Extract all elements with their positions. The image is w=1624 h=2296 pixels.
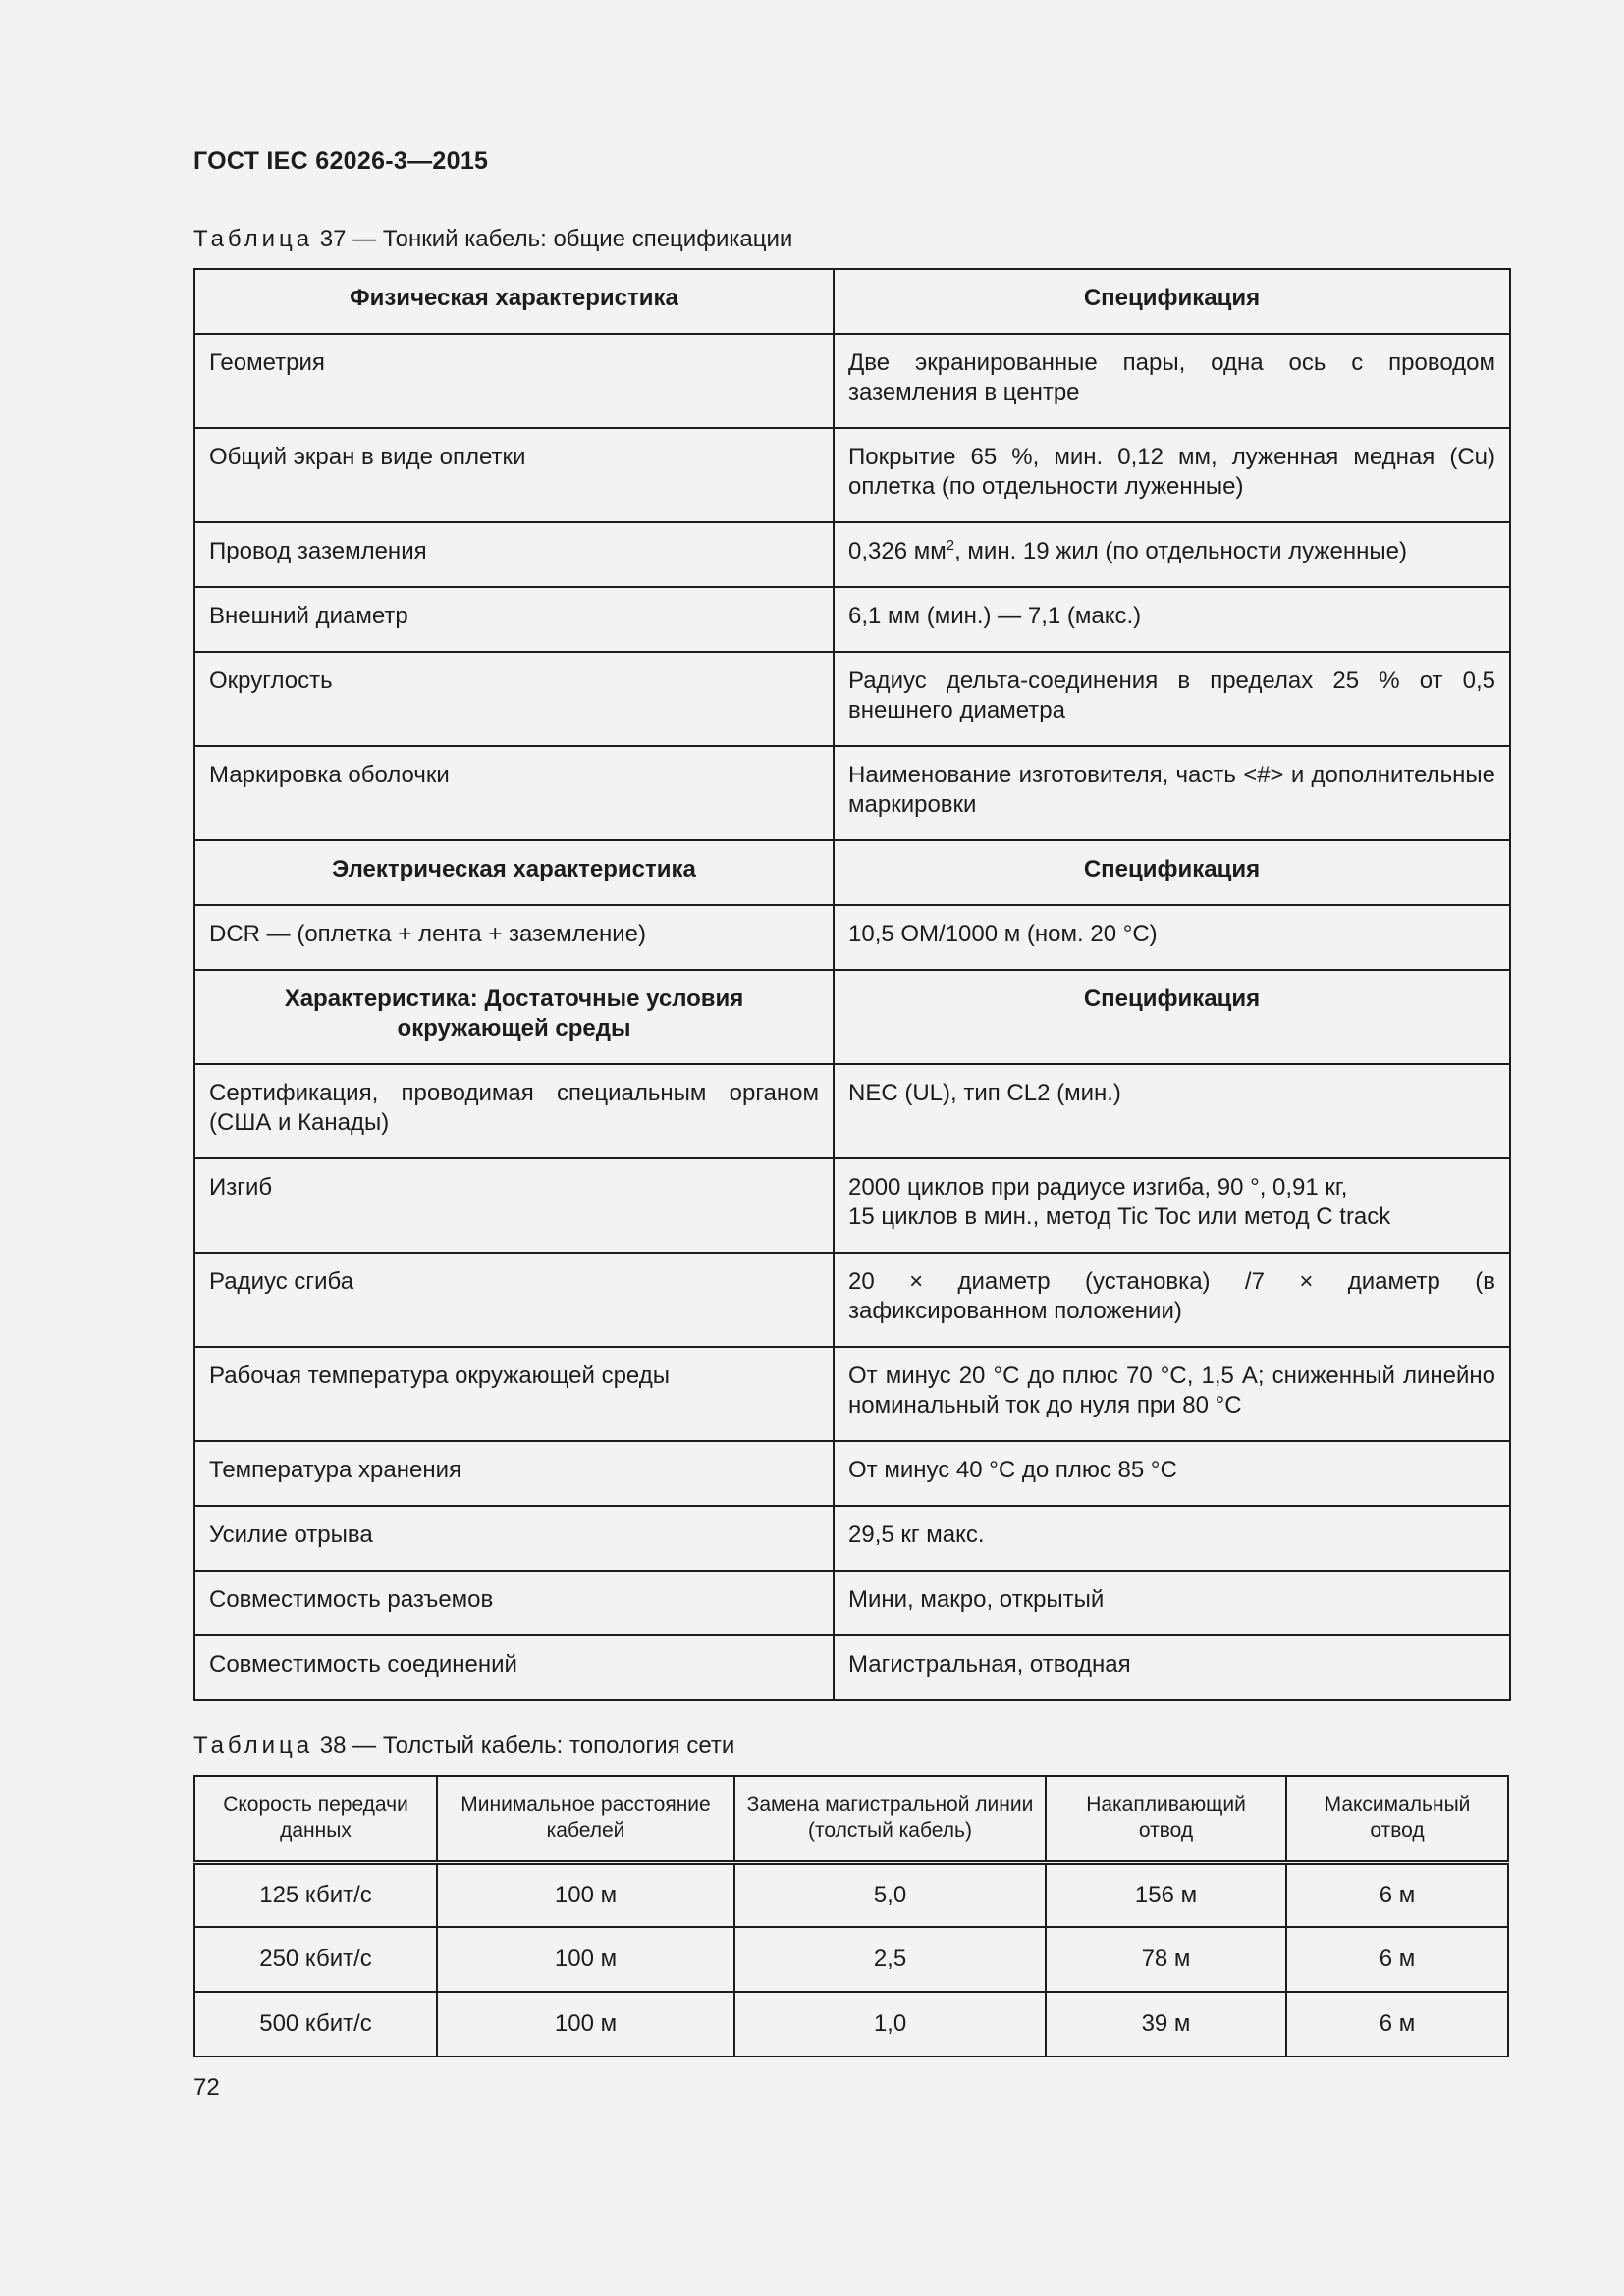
- table-row: [194, 1506, 1510, 1571]
- specification-cell: Две экранированные пары, одна ось с проводом заземления в центре: [834, 334, 1510, 428]
- table-row: [194, 428, 1510, 522]
- section-header-electrical-characteristic: Электрическая характеристика: [194, 840, 834, 905]
- specification-cell: От минус 20 °С до плюс 70 °С, 1,5 А; сниженный линейно номинальный ток до нуля при 80 °С: [834, 1347, 1510, 1441]
- specification-cell: Мини, макро, открытый: [834, 1571, 1510, 1635]
- min-distance-cell: 100 м: [437, 1862, 734, 1927]
- table-row: [194, 522, 1510, 587]
- cumulative-drop-cell: 156 м: [1046, 1862, 1286, 1927]
- table-38-caption-number: 38: [319, 1733, 347, 1759]
- column-header-specification: Спецификация: [834, 269, 1510, 334]
- specification-cell: 6,1 мм (мин.) — 7,1 (макс.): [834, 587, 1510, 652]
- characteristic-cell: Усилие отрыва: [194, 1506, 834, 1571]
- characteristic-cell: Общий экран в виде оплетки: [194, 428, 834, 522]
- characteristic-cell: Маркировка оболочки: [194, 746, 834, 840]
- page-number: 72: [193, 2074, 220, 2101]
- trunk-replacement-cell: 2,5: [734, 1927, 1046, 1992]
- section-header-environment-characteristic: Характеристика: Достаточные условия окружающей среды: [194, 970, 834, 1064]
- specification-cell: [834, 1158, 1510, 1253]
- section-header-specification: Спецификация: [834, 840, 1510, 905]
- table-37-caption-number: 37: [319, 226, 347, 252]
- specification-cell: Радиус дельта-соединения в пределах 25 % от 0,5 внешнего диаметра: [834, 652, 1510, 746]
- table-37-thin-cable-specifications: [193, 268, 1511, 1701]
- spec-superscript: 2: [946, 537, 955, 554]
- table-row: [194, 587, 1510, 652]
- table-38-header-row: [194, 1776, 1508, 1862]
- specification-cell: NEC (UL), тип CL2 (мин.): [834, 1064, 1510, 1158]
- table-37-electrical-header-row: [194, 840, 1510, 905]
- characteristic-cell: Геометрия: [194, 334, 834, 428]
- characteristic-cell: Изгиб: [194, 1158, 834, 1253]
- document-code-header: ГОСТ IEC 62026-3—2015: [193, 147, 489, 175]
- table-row: [194, 652, 1510, 746]
- min-distance-cell: 100 м: [437, 1927, 734, 1992]
- characteristic-cell: Внешний диаметр: [194, 587, 834, 652]
- spec-text-pre: 0,326 мм: [848, 538, 947, 564]
- table-37-caption-title: — Тонкий кабель: общие спецификации: [352, 226, 793, 252]
- table-row: [194, 1064, 1510, 1158]
- spec-line-1: 2000 циклов при радиусе изгиба, 90 °, 0,91 кг,: [848, 1174, 1348, 1201]
- column-header-min-cable-distance: Минимальное расстояние кабелей: [437, 1776, 734, 1862]
- trunk-replacement-cell: 5,0: [734, 1862, 1046, 1927]
- column-header-data-rate: Скорость передачи данных: [194, 1776, 437, 1862]
- characteristic-cell: DCR — (оплетка + лента + заземление): [194, 905, 834, 970]
- characteristic-cell: Провод заземления: [194, 522, 834, 587]
- specification-cell: [834, 522, 1510, 587]
- column-header-cumulative-drop: Накапливающий отвод: [1046, 1776, 1286, 1862]
- characteristic-cell: Радиус сгиба: [194, 1253, 834, 1347]
- characteristic-cell: Совместимость соединений: [194, 1635, 834, 1700]
- section-header-specification: Спецификация: [834, 970, 1510, 1064]
- table-37-header-row: [194, 269, 1510, 334]
- cumulative-drop-cell: 78 м: [1046, 1927, 1286, 1992]
- specification-cell: 10,5 ОМ/1000 м (ном. 20 °С): [834, 905, 1510, 970]
- specification-cell: Магистральная, отводная: [834, 1635, 1510, 1700]
- table-row: [194, 746, 1510, 840]
- column-header-physical-characteristic: Физическая характеристика: [194, 269, 834, 334]
- table-row: [194, 1862, 1508, 1927]
- table-row: [194, 1347, 1510, 1441]
- spec-line-2: 15 циклов в мин., метод Tic Toc или метод C track: [848, 1203, 1391, 1230]
- max-drop-cell: 6 м: [1286, 1927, 1508, 1992]
- specification-cell: 20 × диаметр (установка) /7 × диаметр (в зафиксированном положении): [834, 1253, 1510, 1347]
- cumulative-drop-cell: 39 м: [1046, 1992, 1286, 2056]
- table-row: [194, 1927, 1508, 1992]
- specification-cell: Наименование изготовителя, часть <#> и дополнительные маркировки: [834, 746, 1510, 840]
- table-row: [194, 334, 1510, 428]
- table-row: [194, 1571, 1510, 1635]
- min-distance-cell: 100 м: [437, 1992, 734, 2056]
- characteristic-cell: Температура хранения: [194, 1441, 834, 1506]
- table-row: [194, 1253, 1510, 1347]
- table-38-caption-prefix: Таблица: [193, 1733, 314, 1759]
- table-row: [194, 1992, 1508, 2056]
- characteristic-cell: Сертификация, проводимая специальным органом (США и Канады): [194, 1064, 834, 1158]
- characteristic-cell: Округлость: [194, 652, 834, 746]
- column-header-max-drop: Максимальный отвод: [1286, 1776, 1508, 1862]
- max-drop-cell: 6 м: [1286, 1992, 1508, 2056]
- table-row: [194, 905, 1510, 970]
- data-rate-cell: 500 кбит/с: [194, 1992, 437, 2056]
- table-row: [194, 1441, 1510, 1506]
- table-38-caption: [193, 1733, 734, 1760]
- table-row: [194, 1158, 1510, 1253]
- column-header-trunk-replacement: Замена магистральной линии (толстый кабель): [734, 1776, 1046, 1862]
- data-rate-cell: 250 кбит/с: [194, 1927, 437, 1992]
- characteristic-cell: Совместимость разъемов: [194, 1571, 834, 1635]
- characteristic-cell: Рабочая температура окружающей среды: [194, 1347, 834, 1441]
- max-drop-cell: 6 м: [1286, 1862, 1508, 1927]
- specification-cell: От минус 40 °С до плюс 85 °С: [834, 1441, 1510, 1506]
- data-rate-cell: 125 кбит/с: [194, 1862, 437, 1927]
- table-row: [194, 1635, 1510, 1700]
- trunk-replacement-cell: 1,0: [734, 1992, 1046, 2056]
- specification-cell: 29,5 кг макс.: [834, 1506, 1510, 1571]
- spec-text-post: , мин. 19 жил (по отдельности луженные): [954, 538, 1407, 564]
- table-38-caption-title: — Толстый кабель: топология сети: [352, 1733, 735, 1759]
- specification-cell: Покрытие 65 %, мин. 0,12 мм, луженная медная (Cu) оплетка (по отдельности луженные): [834, 428, 1510, 522]
- table-37-caption: [193, 226, 792, 253]
- table-37-caption-prefix: Таблица: [193, 226, 314, 252]
- table-38-thick-cable-topology: [193, 1775, 1509, 2057]
- table-37-environment-header-row: [194, 970, 1510, 1064]
